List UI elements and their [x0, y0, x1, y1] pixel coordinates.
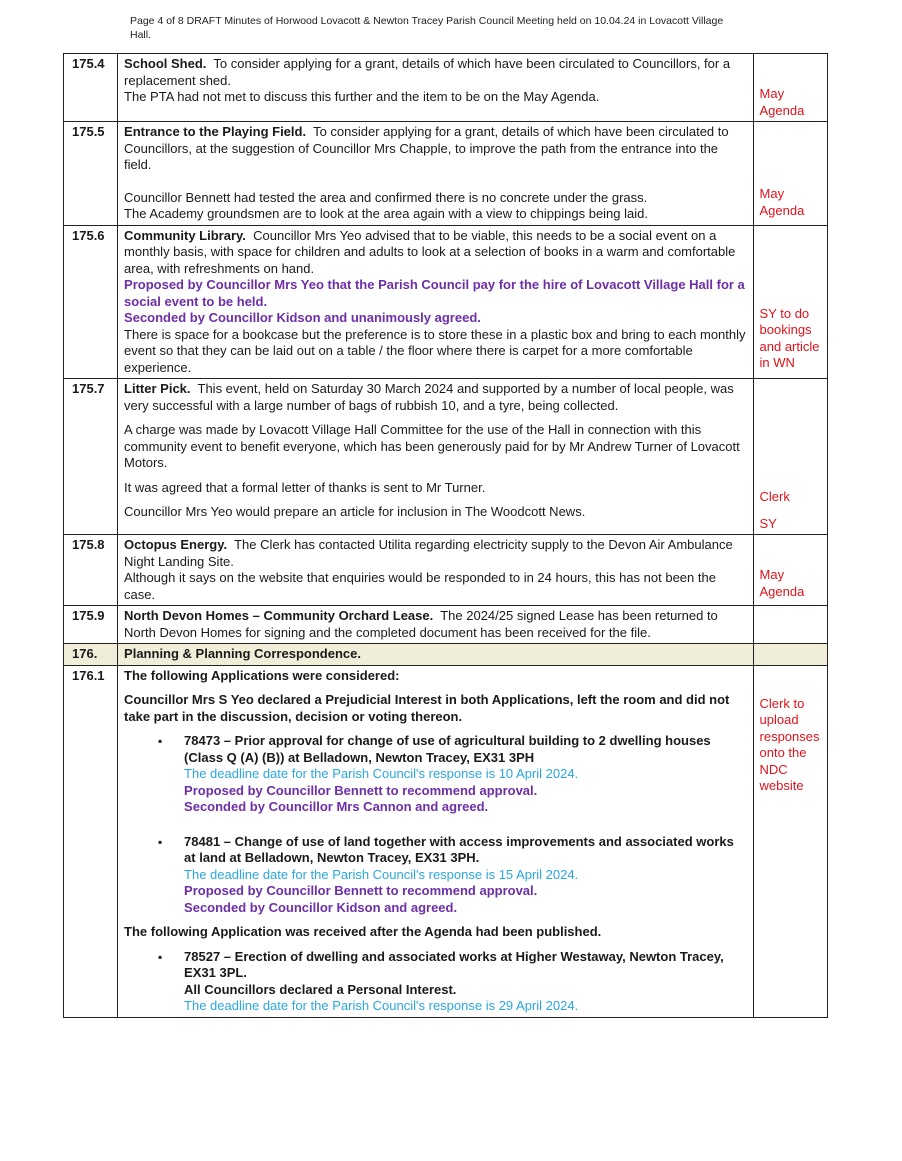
minute-paragraph: Litter Pick. This event, held on Saturday 30 March 2024 and supported by a number of local people, was very successful with a large number of bags of rubbish 10, and a tyre, being collected.	[124, 381, 734, 413]
minute-paragraph: The following Application was received after the Agenda had been published.	[124, 924, 602, 939]
minute-body	[118, 54, 753, 122]
action-cell	[753, 122, 827, 226]
minute-number: 175.4	[64, 54, 118, 122]
application-title: 78481 – Change of use of land together with access improvements and associated works at land at Belladown, Newton Tracey, EX31 3PH.	[184, 833, 734, 865]
section-heading: Planning & Planning Correspondence.	[118, 644, 753, 666]
action-text: May Agenda	[759, 567, 805, 599]
minute-body	[118, 535, 753, 606]
minute-paragraph: North Devon Homes – Community Orchard Lease. The 2024/25 signed Lease has been returned to North Devon Homes for signing and the completed document has been received for the file.	[124, 608, 718, 640]
action-text: May Agenda	[759, 186, 805, 218]
action-cell	[753, 665, 827, 1017]
action-text: SY to do bookings and article in WN	[759, 305, 820, 370]
proposal-text: Proposed by Councillor Bennett to recommend approval.	[184, 782, 538, 798]
application-item	[124, 949, 746, 1015]
minute-row-175-5	[64, 122, 828, 226]
minute-title: Entrance to the Playing Field.	[124, 124, 307, 139]
action-cell	[753, 535, 827, 606]
header-line-2: Hall.	[130, 29, 152, 41]
minute-paragraph: It was agreed that a formal letter of thanks is sent to Mr Turner.	[124, 479, 486, 495]
application-title: 78473 – Prior approval for change of use of agricultural building to 2 dwelling houses (Class Q (A) (B)) at Belladown, Newton Tracey, EX31 3PH	[184, 733, 711, 765]
minute-paragraph: Councillor Bennett had tested the area and confirmed there is no concrete under the grass.	[124, 189, 648, 205]
minute-row-175-8	[64, 535, 828, 606]
deadline-text: The deadline date for the Parish Council's response is 10 April 2024.	[184, 766, 579, 781]
minute-number: 175.9	[64, 606, 118, 644]
minute-paragraph: A charge was made by Lovacott Village Hall Committee for the use of the Hall in connection with this community event to benefit everyone, which has been generously paid for by Mr Andrew Turner of Lovacott Motors.	[124, 422, 740, 470]
bullet-icon: ▪	[158, 949, 163, 964]
minute-paragraph: There is space for a bookcase but the preference is to store these in a plastic box and bring to each monthly event so that they can be laid out on a table / the floor where there is carpet for a more comfortable experience.	[124, 326, 746, 375]
application-item	[124, 733, 746, 816]
minute-paragraph: Community Library. Councillor Mrs Yeo advised that to be viable, this needs to be a social event on a monthly basis, with space for children and adults to look at a selection of books in a warm and comfortable area, with refreshments on hand.	[124, 227, 736, 276]
minute-body	[118, 379, 753, 535]
minute-body	[118, 122, 753, 226]
minute-paragraph: School Shed. To consider applying for a grant, details of which have been circulated to Councillors, for a replacement shed.	[124, 56, 731, 88]
header-line-1: Page 4 of 8 DRAFT Minutes of Horwood Lovacott & Newton Tracey Parish Council Meeting held on 10.04.24 in Lovacott Village	[130, 15, 724, 27]
seconded-text: Seconded by Councillor Kidson and agreed.	[184, 899, 458, 915]
action-text: SY	[759, 515, 777, 531]
action-text: Clerk to upload responses onto the NDC website	[759, 695, 820, 793]
minutes-table	[63, 53, 828, 1018]
minute-body	[118, 665, 753, 1017]
minute-paragraph: Councillor Mrs Yeo would prepare an article for inclusion in The Woodcott News.	[124, 504, 586, 519]
application-item	[124, 834, 746, 917]
minute-paragraph: The PTA had not met to discuss this further and the item to be on the May Agenda.	[124, 89, 600, 104]
minute-paragraph: Although it says on the website that enquiries would be responded to in 24 hours, this has not been the case.	[124, 570, 716, 602]
deadline-text: The deadline date for the Parish Council's response is 15 April 2024.	[184, 866, 579, 882]
application-title: 78527 – Erection of dwelling and associated works at Higher Westaway, Newton Tracey, EX31 3PL.	[184, 948, 724, 980]
minute-body	[118, 606, 753, 644]
minute-body	[118, 225, 753, 379]
deadline-text: The deadline date for the Parish Council's response is 29 April 2024.	[184, 998, 579, 1013]
minute-number: 176.	[64, 644, 118, 666]
minute-paragraph: The Academy groundsmen are to look at the area again with a view to chippings being laid.	[124, 206, 648, 221]
action-text: May Agenda	[759, 86, 805, 118]
minute-paragraph: Entrance to the Playing Field. To consider applying for a grant, details of which have been circulated to Councillors, at the suggestion of Councillor Mrs Chapple, to improve the path from the entrance into the field.	[124, 124, 729, 172]
minute-number: 176.1	[64, 665, 118, 1017]
minute-row-175-6	[64, 225, 828, 379]
page-header	[130, 14, 790, 42]
proposal-text: Proposed by Councillor Bennett to recommend approval.	[184, 883, 538, 898]
minute-title: North Devon Homes – Community Orchard Lease.	[124, 608, 434, 623]
action-cell	[753, 54, 827, 122]
action-cell	[753, 225, 827, 379]
action-cell	[753, 379, 827, 535]
interest-declaration: All Councillors declared a Personal Interest.	[184, 981, 457, 997]
minute-title: Litter Pick.	[124, 381, 191, 396]
action-cell	[753, 606, 827, 644]
minute-row-176-1	[64, 665, 828, 1017]
minute-paragraph: Octopus Energy. The Clerk has contacted Utilita regarding electricity supply to the Devon Air Ambulance Night Landing Site.	[124, 537, 733, 569]
interest-declaration: Councillor Mrs S Yeo declared a Prejudicial Interest in both Applications, left the room and did not take part in the discussion, decision or voting thereon.	[124, 692, 730, 724]
minute-row-175-9	[64, 606, 828, 644]
minute-row-175-7	[64, 379, 828, 535]
proposal-text: Proposed by Councillor Mrs Yeo that the Parish Council pay for the hire of Lovacott Village Hall for a social event to be held.	[124, 277, 745, 309]
minute-paragraph: The following Applications were considered:	[124, 667, 400, 683]
minute-title: Octopus Energy.	[124, 537, 228, 552]
seconded-text: Seconded by Councillor Mrs Cannon and agreed.	[184, 799, 489, 814]
minute-number: 175.8	[64, 535, 118, 606]
action-text: Clerk	[759, 489, 790, 504]
bullet-icon: ▪	[158, 834, 163, 849]
action-cell	[753, 644, 827, 666]
minute-number: 175.6	[64, 225, 118, 379]
minute-number: 175.5	[64, 122, 118, 226]
bullet-icon: ▪	[158, 734, 163, 748]
minute-title: Community Library.	[124, 227, 246, 243]
minute-row-175-4	[64, 54, 828, 122]
minute-row-176	[64, 644, 828, 666]
minute-number: 175.7	[64, 379, 118, 535]
seconded-text: Seconded by Councillor Kidson and unanimously agreed.	[124, 310, 481, 325]
minute-title: School Shed.	[124, 56, 207, 71]
